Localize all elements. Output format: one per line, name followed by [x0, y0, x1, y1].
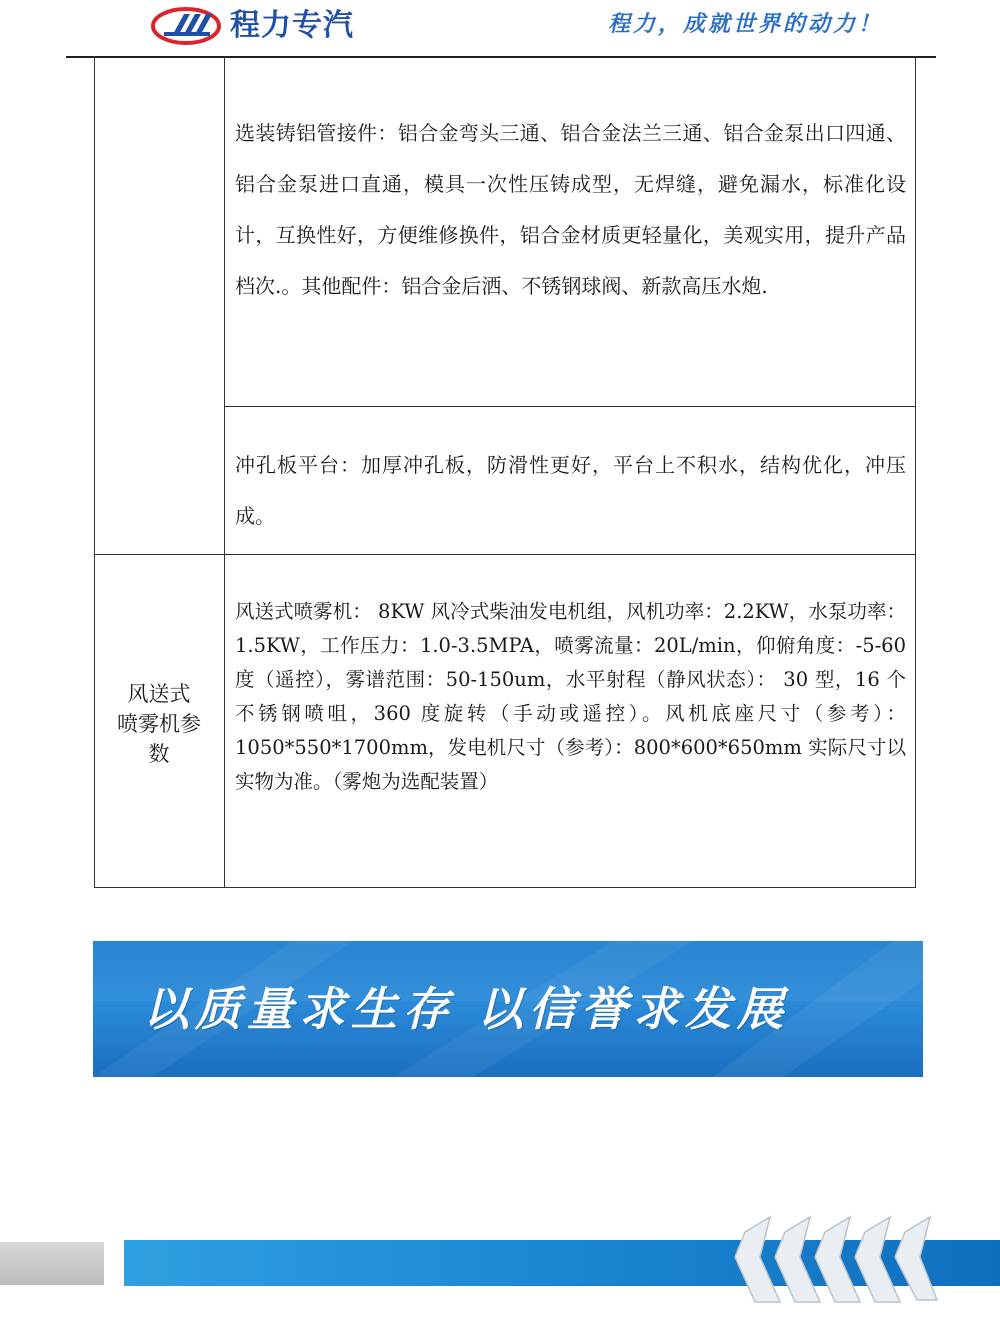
motto-text: 以质量求生存 以信誉求发展: [143, 982, 790, 1036]
table-border-bottom: [94, 887, 916, 888]
brand-name: 程力专汽: [230, 8, 354, 43]
table-row-divider: [224, 406, 916, 407]
table-row-label: [94, 679, 224, 769]
table-cell-content: 选装铸铝管接件：铝合金弯头三通、铝合金法兰三通、铝合金泵出口四通、铝合金泵进口直通，模具一次性压铸成型，无焊缝，避免漏水，标准化设计，互换性好，方便维修换件，铝合金材质更轻量化，美观实用，提升产品档次.。其他配件：铝合金后洒、不锈钢球阀、新款高压水炮.: [235, 121, 906, 298]
table-row-divider: [94, 554, 916, 555]
table-column-divider: [224, 56, 225, 888]
chengli-logo-icon: [150, 6, 224, 46]
spec-table: [94, 56, 916, 888]
table-border-right: [915, 56, 916, 888]
chevron-decoration-icon: [725, 1212, 945, 1312]
page-header: [0, 0, 1000, 60]
brand-logo: [150, 6, 410, 46]
label-line: 喷雾机参: [117, 712, 201, 736]
table-cell-content: 风送式喷雾机： 8KW 风冷式柴油发电机组，风机功率：2.2KW，水泵功率：1.5KW，工作压力：1.0-3.5MPA，喷雾流量：20L/min，仰俯角度：-5-60 度（遥控），雾谱范围：50-150um，水平射程（静风状态）： 30 型，16 个不锈钢喷咀，360 度旋转（手动或遥控）。风机底座尺寸（参考）：1050*550*1700mm，发电机尺寸（参考）：800*600*650mm 实际尺寸以实物为准。（雾炮为选配装置）: [235, 600, 906, 793]
label-line: 数: [148, 742, 170, 766]
header-slogan: 程力，成就世界的动力！: [608, 12, 884, 37]
motto-banner: [93, 941, 923, 1077]
label-line: 风送式: [127, 682, 191, 706]
table-cell-content: 冲孔板平台：加厚冲孔板，防滑性更好，平台上不积水，结构优化，冲压成。: [235, 453, 906, 528]
footer-gray-block: [0, 1242, 104, 1285]
